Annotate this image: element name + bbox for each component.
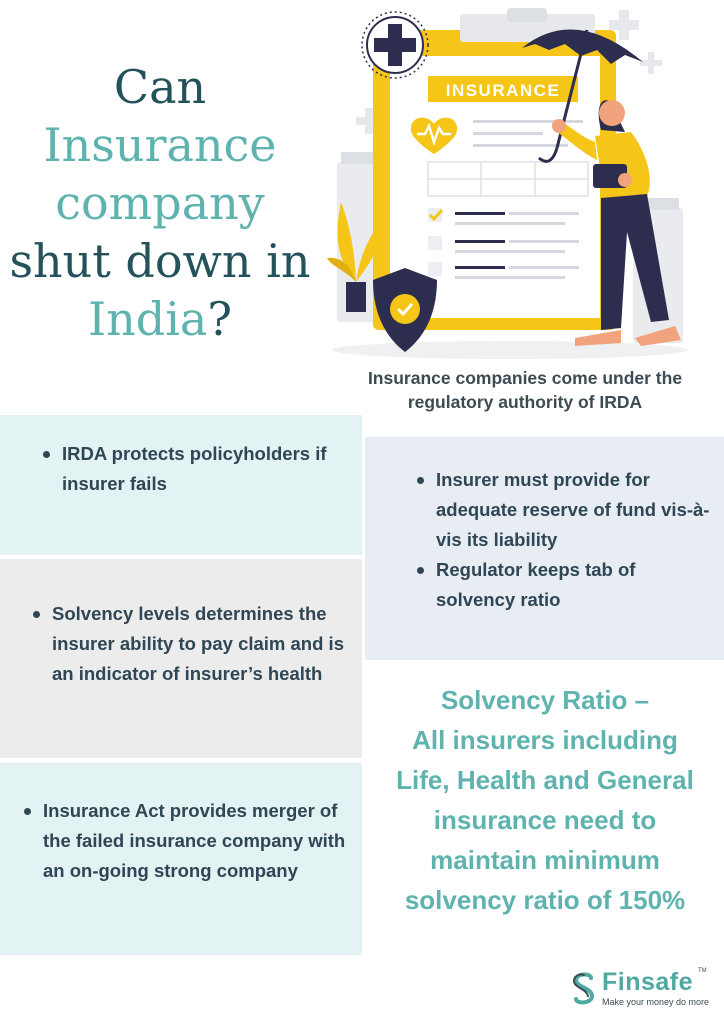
insurance-banner-text: INSURANCE [445,81,561,100]
list-item: Insurance Act provides merger of the failed insurance company with an on-going strong company [24,796,356,886]
solvency-line: insurance need to [433,805,657,835]
insurance-illustration [325,0,724,365]
title-line-can: Can [113,60,207,114]
brand-tagline: Make your money do more [602,997,710,1007]
solvency-line: Life, Health and General [396,765,694,795]
brand-trademark: TM [698,968,707,974]
caption-line-2: regulatory authority of IRDA [407,392,643,412]
shield-check-icon [373,268,437,352]
solvency-line: All insurers including [412,725,678,755]
title-line-insurance: Insurance [43,118,277,172]
insurance-act-box [0,763,362,955]
list-item: Solvency levels determines the insurer ability to pay claim and is an indicator of insurer’s health [33,599,352,689]
title-word-india: India [87,292,208,346]
solvency-line: solvency ratio of 150% [404,885,686,915]
title-question-mark: ? [207,292,233,346]
title-line-company: company [55,176,265,230]
finsafe-s-icon [570,970,598,1010]
list-item: Regulator keeps tab of solvency ratio [417,555,716,615]
finsafe-logo [570,966,720,1016]
solvency-ratio-note [366,680,724,920]
list-item: IRDA protects policyholders if insurer fails [43,439,352,499]
list-item: Insurer must provide for adequate reserve of fund vis-à-vis its liability [417,465,716,555]
irda-protects-box [0,415,362,555]
caption-line-1: Insurance companies come under the [367,368,683,388]
title-line-india [0,290,320,348]
solvency-line: maintain minimum [430,845,660,875]
page-title [0,58,320,348]
solvency-levels-box [0,559,362,758]
title-line-shut-down: shut down in [9,234,311,288]
solvency-line: Solvency Ratio – [440,685,650,715]
caption [330,366,720,414]
reserve-fund-box [365,437,724,660]
brand-name: Finsafe [602,968,694,996]
cross-badge-icon [362,12,428,78]
